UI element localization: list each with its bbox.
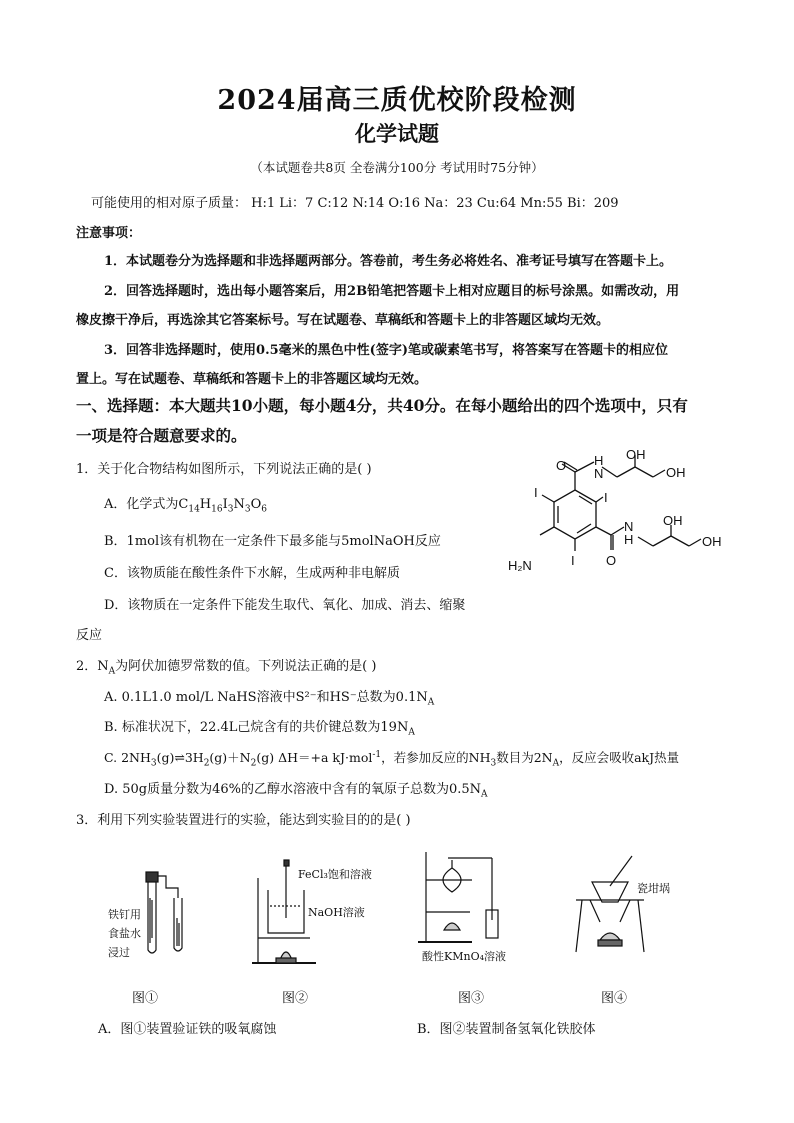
figure-3-apparatus [412, 850, 512, 950]
figure-3-caption: 图③ [458, 991, 485, 1006]
svg-text:I: I [534, 485, 538, 500]
svg-text:H: H [624, 532, 634, 547]
svg-text:I: I [571, 553, 575, 568]
figure-4-label: 瓷坩埚 [637, 882, 670, 895]
question-2-option-d: D. 50g质量分数为46%的乙醇水溶液中含有的氧原子总数为$0.5N_A$ [104, 782, 488, 800]
svg-text:OH: OH [626, 447, 646, 462]
svg-text:OH: OH [663, 513, 683, 528]
svg-text:I: I [604, 490, 608, 505]
question-1-option-b: B．1mol该有机物在一定条件下最多能与5molNaOH反应 [104, 534, 441, 549]
exam-info: （本试题卷共8页 全卷满分100分 考试用时75分钟） [250, 160, 544, 175]
question-1-option-c: C．该物质能在酸性条件下水解，生成两种非电解质 [104, 566, 400, 581]
section-heading: 一、选择题：本大题共10小题，每小题4分，共40分。在每小题给出的四个选项中，只有 [76, 396, 688, 415]
figure-1-label-2: 食盐水 [108, 927, 141, 940]
exam-subtitle: 化学试题 [355, 121, 439, 146]
svg-text:H₂N: H₂N [508, 558, 532, 573]
question-3-option-a: A．图①装置验证铁的吸氧腐蚀 [98, 1022, 277, 1037]
svg-text:N: N [594, 466, 604, 481]
figure-1-label-3: 浸过 [108, 946, 130, 959]
svg-text:OH: OH [702, 534, 722, 549]
question-2-option-b: B. 标准状况下，22.4L己烷含有的共价键总数为$19N_A$ [104, 720, 415, 738]
question-1-option-d: D．该物质在一定条件下能发生取代、氧化、加成、消去、缩聚 [104, 598, 466, 613]
figure-2-label-fecl3: FeCl₃饱和溶液 [298, 868, 372, 881]
figure-4-caption: 图④ [601, 991, 628, 1006]
compound-structure-diagram [500, 445, 740, 595]
question-2-option-c: C. $2NH_3(g)\rightleftharpoons 3H_2(g)+N_2(g)$ ΔH＝+a kJ·mol$^{-1}$，若参加反应的$NH_3$数目为$2N_A$，反应会吸收akJ热量 [104, 749, 680, 769]
question-1-option-a: A．化学式为$C_{14}H_{16}I_3N_3O_6$ [104, 497, 267, 515]
atomic-masses: 可能使用的相对原子质量： H:1 Li：7 C:12 N:14 O:16 Na：23 Cu:64 Mn:55 Bi：209 [91, 196, 619, 211]
figure-2-caption: 图② [282, 991, 309, 1006]
note-item-1: 1．本试题卷分为选择题和非选择题两部分。答卷前，考生务必将姓名、准考证号填写在答题卡上。 [104, 254, 673, 269]
note-item-2: 2．回答选择题时，选出每小题答案后，用2B铅笔把答题卡上相对应题目的标号涂黑。如需改动，用 [104, 284, 680, 299]
figure-2-label-naoh: NaOH溶液 [308, 906, 365, 919]
notes-heading: 注意事项： [76, 226, 142, 241]
svg-text:O: O [556, 458, 567, 473]
section-heading-cont: 一项是符合题意要求的。 [76, 426, 247, 445]
svg-text:N: N [624, 519, 634, 534]
question-3-option-b: B．图②装置制备氢氧化铁胶体 [417, 1022, 596, 1037]
question-2-stem: 2．$N_A$为阿伏加德罗常数的值。下列说法正确的是( ) [76, 659, 377, 677]
svg-text:O: O [606, 553, 617, 568]
exam-title: 2024届高三质优校阶段检测 [217, 85, 577, 116]
svg-text:H: H [594, 453, 604, 468]
note-item-3-cont: 置上。写在试题卷、草稿纸和答题卡上的非答题区域均无效。 [76, 372, 428, 387]
note-item-3: 3．回答非选择题时，使用0.5毫米的黑色中性(签字)笔或碳素笔书写，将答案写在答题卡的相应位 [104, 343, 668, 358]
figure-1-label-1: 铁钉用 [108, 908, 141, 921]
question-3-stem: 3．利用下列实验装置进行的实验，能达到实验目的的是( ) [76, 813, 411, 828]
question-1-stem: 1．关于化合物结构如图所示，下列说法正确的是( ) [76, 462, 372, 477]
figure-4-apparatus [570, 852, 650, 957]
question-2-option-a: A. 0.1L1.0 mol/L NaHS溶液中S²⁻和HS⁻总数为$0.1N_A$ [104, 690, 435, 708]
note-item-2-cont: 橡皮擦干净后，再选涂其它答案标号。写在试题卷、草稿纸和答题卡上的非答题区域均无效。 [76, 313, 610, 328]
figure-3-label: 酸性KMnO₄溶液 [422, 950, 506, 963]
figure-1-caption: 图① [132, 991, 159, 1006]
svg-text:OH: OH [666, 465, 686, 480]
question-1-option-d-cont: 反应 [76, 628, 103, 643]
